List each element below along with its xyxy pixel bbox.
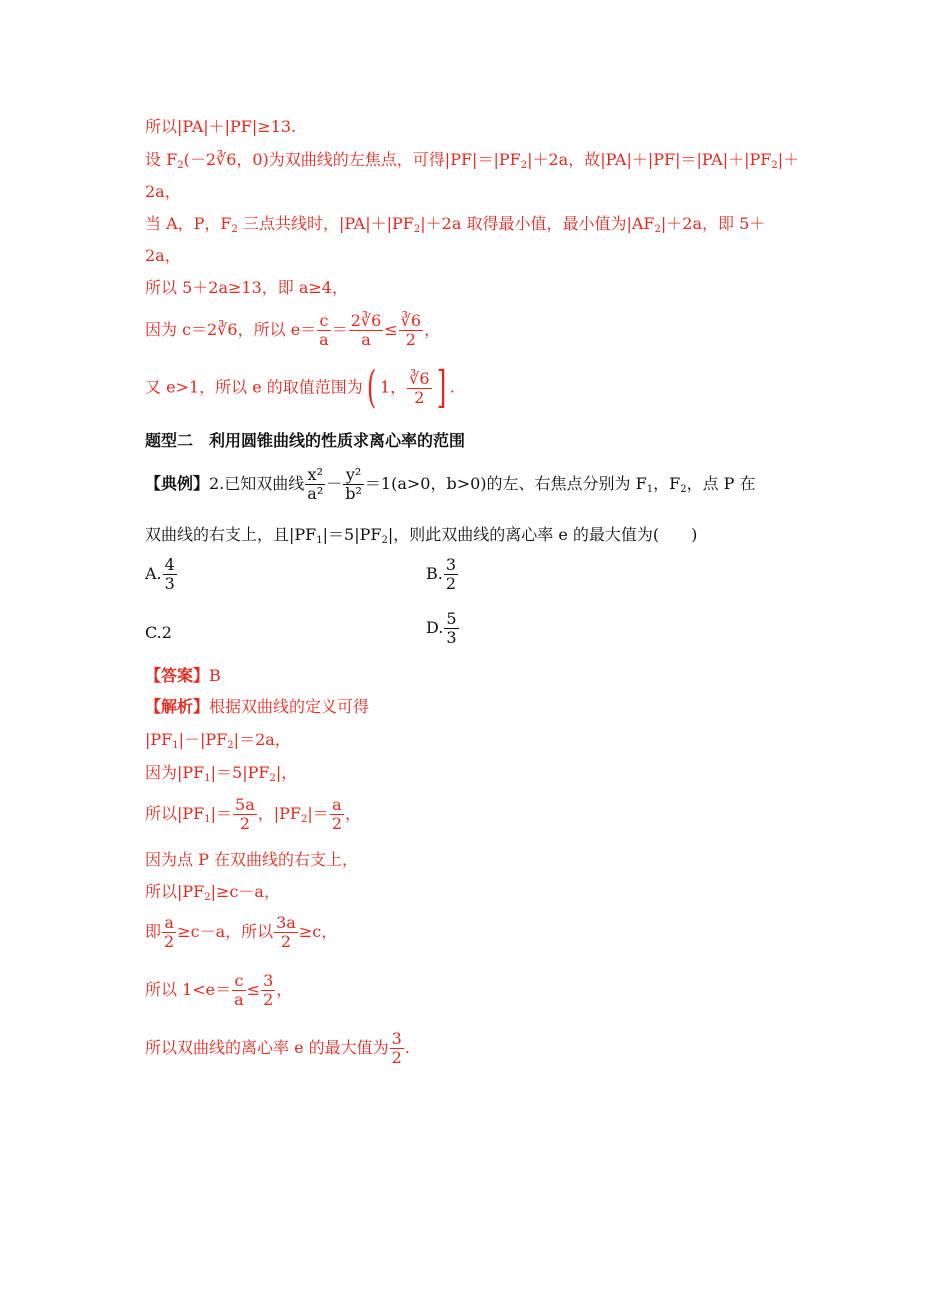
numerator: ∛6: [400, 311, 422, 330]
denominator: 2: [239, 814, 250, 833]
right-bracket: ]: [436, 362, 446, 413]
analysis-line-5: [145, 882, 280, 902]
text: ≤: [384, 320, 398, 339]
fraction: [390, 1030, 404, 1067]
text: |＝: [210, 804, 233, 823]
subscript: 2: [301, 814, 308, 825]
subscript: 2: [381, 535, 388, 546]
solution-line-8: [145, 362, 455, 413]
text: (－2∛6，0)为双曲线的左焦点，可得|PF|＝|PF: [183, 150, 521, 169]
solution-line-5: [145, 246, 181, 266]
fraction: [162, 914, 176, 951]
text: 1，: [379, 377, 407, 397]
fraction: [444, 556, 458, 593]
option-label: D.: [426, 618, 444, 637]
text: 三点共线时，|PA|＋|PF: [237, 214, 414, 233]
answer-value: B: [209, 666, 221, 685]
text: ，F: [653, 474, 681, 493]
analysis-line-4: [145, 850, 358, 870]
denominator: 2: [391, 1048, 402, 1067]
text: |＋2a 取得最小值，最小值为|AF: [420, 214, 655, 233]
denominator: 2: [331, 814, 342, 833]
numerator: 3a: [276, 913, 296, 932]
text: .: [404, 1038, 410, 1057]
denominator: a: [234, 990, 244, 1009]
option-a[interactable]: [145, 556, 178, 593]
solution-line-3: [145, 182, 181, 202]
numerator: 5a: [235, 795, 255, 814]
example-tag: 【典例】: [145, 474, 210, 493]
option-c[interactable]: [145, 623, 172, 642]
solution-line-6: [145, 278, 348, 298]
denominator: 2: [445, 574, 457, 593]
text: .: [449, 377, 455, 397]
text: ，: [345, 804, 362, 823]
subscript: 1: [316, 535, 323, 546]
subscript: 2: [413, 224, 421, 235]
text: ，点 P 在: [686, 474, 756, 493]
text: 因为点 P 在双曲线的右支上，: [145, 850, 358, 869]
text: ≥c，: [298, 922, 338, 941]
numerator: 5: [446, 609, 457, 628]
subscript: 2: [227, 740, 234, 751]
denominator: a: [361, 330, 371, 349]
example-question-line-1: [145, 466, 756, 503]
denominator: a²: [307, 484, 324, 503]
text: |PF: [145, 730, 173, 749]
numerator: a: [330, 796, 344, 815]
fraction: [163, 556, 177, 593]
text: |≥c－a，: [210, 882, 280, 901]
subscript: 2: [177, 160, 184, 171]
numerator: 3: [263, 971, 274, 990]
text: 所以 5＋2a≥13，即 a≥4，: [145, 278, 348, 297]
option-label: C.2: [145, 623, 172, 642]
denominator: 3: [446, 628, 457, 647]
option-b[interactable]: [426, 556, 459, 593]
example-question-line-2: [145, 525, 697, 545]
text: 设 F: [145, 150, 178, 169]
denominator: 2: [280, 932, 292, 951]
text: |＋: [777, 150, 800, 169]
text: 2.已知双曲线: [209, 474, 305, 493]
solution-line-4: [145, 214, 765, 234]
fraction: [317, 312, 331, 349]
text: 2a，: [145, 182, 181, 201]
numerator: 3: [391, 1029, 402, 1048]
text: |＝: [307, 804, 329, 823]
heading-text: 题型二 利用圆锥曲线的性质求离心率的范围: [145, 431, 466, 450]
text: 所以|PA|＋|PF|≥13.: [145, 117, 297, 136]
denominator: 2: [263, 990, 274, 1009]
analysis-line-intro: [145, 697, 369, 717]
text: ，: [424, 320, 441, 339]
subscript: 2: [520, 160, 528, 171]
text: |，则此双曲线的离心率 e 的最大值为( ): [387, 525, 698, 544]
text: |－|PF: [178, 730, 228, 749]
subscript: 2: [269, 773, 276, 784]
numerator: y²: [343, 466, 364, 485]
text: 所以|PF: [145, 882, 205, 901]
analysis-line-6: [145, 914, 337, 951]
numerator: 2∛6: [350, 311, 382, 330]
option-label: B.: [426, 564, 443, 583]
text: －: [326, 474, 343, 493]
option-d[interactable]: [426, 610, 460, 647]
fraction: [330, 796, 344, 833]
subscript: 1: [204, 814, 211, 825]
text: |＝2a，: [233, 730, 291, 749]
analysis-line-3: [145, 796, 361, 833]
numerator: a: [162, 914, 176, 933]
subscript: 2: [231, 224, 238, 235]
text: 即: [145, 922, 162, 941]
text: 所以|PF: [145, 804, 205, 823]
text: ＝: [331, 320, 348, 339]
fraction: [444, 610, 458, 647]
text: 所以 1<e＝: [145, 980, 232, 999]
subscript: 1: [646, 484, 654, 495]
solution-line-1: [145, 117, 296, 137]
left-paren: (: [366, 362, 377, 413]
denominator: 3: [164, 574, 175, 593]
text: |＝5|PF: [210, 763, 270, 782]
denominator: 2: [405, 330, 416, 349]
subscript: 1: [204, 773, 211, 784]
text: |＋2a，即 5＋: [660, 214, 766, 233]
text: ≤: [246, 980, 261, 999]
fraction: [233, 796, 257, 833]
answer-line: [145, 666, 221, 686]
fraction: [399, 312, 423, 349]
text: 所以双曲线的离心率 e 的最大值为: [145, 1038, 389, 1057]
numerator: c: [232, 972, 246, 991]
denominator: b²: [345, 484, 362, 503]
text: 2a，: [145, 246, 181, 265]
denominator: 2: [164, 932, 175, 951]
numerator: 4: [164, 555, 175, 574]
numerator: x²: [305, 466, 325, 485]
subscript: 2: [654, 224, 661, 235]
option-label: A.: [145, 564, 162, 583]
text: 因为 c＝2∛6，所以 e＝: [145, 320, 317, 339]
text: 双曲线的右支上，且|PF: [145, 525, 317, 544]
fraction: [274, 914, 298, 951]
analysis-tag: 【解析】: [145, 697, 210, 716]
fraction: [232, 972, 246, 1009]
text: ＝1(a>0，b>0)的左、右焦点分别为 F: [364, 474, 647, 493]
subscript: 1: [172, 740, 179, 751]
text: 根据双曲线的定义可得: [209, 697, 370, 716]
subscript: 2: [680, 484, 687, 495]
analysis-line-2: [145, 763, 297, 783]
text: |＋2a，故|PA|＋|PF|＝|PA|＋|PF: [527, 150, 772, 169]
analysis-line-8: [145, 1030, 410, 1067]
text: ，: [276, 980, 293, 999]
answer-tag: 【答案】: [145, 666, 210, 685]
fraction: [305, 466, 325, 503]
subscript: 2: [204, 892, 211, 903]
fraction: [349, 312, 384, 349]
text: ≥c－a，所以: [177, 922, 274, 941]
solution-line-2: [145, 150, 799, 170]
text: |，: [275, 763, 298, 782]
text: 当 A，P，F: [145, 214, 232, 233]
solution-line-7: [145, 312, 440, 349]
fraction: [261, 972, 275, 1009]
denominator: 2: [414, 387, 425, 407]
text: 因为|PF: [145, 763, 205, 782]
analysis-line-7: [145, 972, 292, 1009]
fraction: [407, 370, 431, 407]
numerator: c: [317, 312, 331, 331]
text: |＝5|PF: [322, 525, 382, 544]
subscript: 2: [771, 160, 778, 171]
section-heading: [145, 431, 465, 451]
fraction: [343, 466, 364, 503]
text: ，|PF: [257, 804, 302, 823]
analysis-line-1: [145, 730, 291, 750]
numerator: 3: [445, 555, 457, 574]
denominator: a: [319, 330, 329, 349]
text: 又 e>1，所以 e 的取值范围为: [145, 377, 363, 397]
numerator: ∛6: [409, 368, 430, 388]
